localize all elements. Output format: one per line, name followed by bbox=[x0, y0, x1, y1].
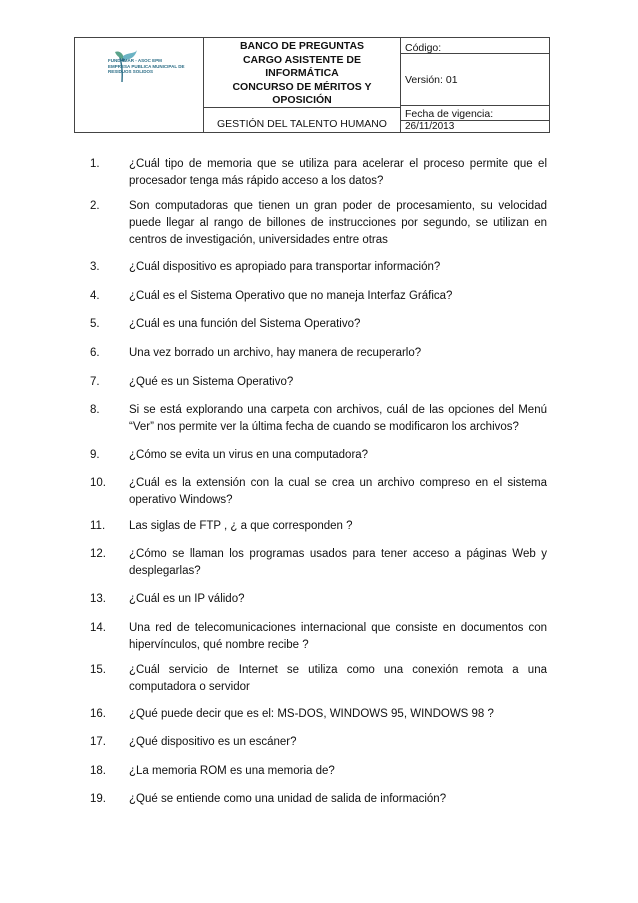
question-text: ¿Cuál es un IP válido? bbox=[129, 593, 245, 605]
question-text: Una vez borrado un archivo, hay manera de recuperarlo? bbox=[129, 347, 422, 359]
question-number: 3. bbox=[90, 261, 100, 273]
question-number: 6. bbox=[90, 347, 100, 359]
question-text: ¿Cuál es el Sistema Operativo que no maneja Interfaz Gráfica? bbox=[129, 290, 453, 302]
fecha-value: 26/11/2013 bbox=[405, 121, 455, 132]
question-text: ¿Qué dispositivo es un escáner? bbox=[129, 736, 297, 748]
question-number: 4. bbox=[90, 290, 100, 302]
question-text: ¿Cuál tipo de memoria que se utiliza para acelerar el proceso permite que el procesador tenga más rápido acceso a los datos? bbox=[129, 158, 547, 187]
title-line-4: CONCURSO DE MÉRITOS Y bbox=[232, 80, 372, 93]
document-title bbox=[204, 40, 400, 108]
question-text: ¿Cuál es una función del Sistema Operativo? bbox=[129, 318, 361, 330]
title-line-1: BANCO DE PREGUNTAS bbox=[239, 40, 365, 52]
question-number: 12. bbox=[90, 548, 106, 560]
title-line-5: OPOSICIÓN bbox=[272, 94, 332, 106]
department-label: GESTIÓN DEL TALENTO HUMANO bbox=[217, 118, 387, 130]
title-line-3: INFORMÁTICA bbox=[265, 67, 339, 79]
question-text: Si se está explorando una carpeta con archivos, cuál de las opciones del Menú “Ver” nos permite ver la última fecha de cuando se modificaron los archivos? bbox=[129, 404, 547, 433]
question-text: ¿Cuál es la extensión con la cual se crea un archivo compreso en el sistema operativo Windows? bbox=[129, 477, 547, 506]
question-text: ¿Cómo se evita un virus en una computadora? bbox=[129, 449, 369, 461]
question-number: 2. bbox=[90, 200, 100, 212]
meta-cell bbox=[401, 38, 549, 132]
question-number: 5. bbox=[90, 318, 100, 330]
title-line-2: CARGO ASISTENTE DE bbox=[242, 53, 362, 66]
question-number: 18. bbox=[90, 765, 106, 777]
question-text: ¿Qué puede decir que es el: MS-DOS, WINDOWS 95, WINDOWS 98 ? bbox=[129, 708, 494, 720]
logo-cell bbox=[75, 38, 204, 132]
question-number: 16. bbox=[90, 708, 106, 720]
question-text: ¿Cómo se llaman los programas usados para tener acceso a páginas Web y desplegarlas? bbox=[129, 548, 547, 577]
logo-line-3: RESIDUOS SOLIDOS bbox=[108, 69, 154, 74]
fecha-label: Fecha de vigencia: bbox=[405, 108, 494, 120]
question-number: 9. bbox=[90, 449, 100, 461]
codigo-label: Código: bbox=[405, 42, 442, 54]
question-text: ¿Cuál dispositivo es apropiado para transportar información? bbox=[129, 261, 441, 273]
question-text: ¿Cuál servicio de Internet se utiliza como una conexión remota a una computadora o servidor bbox=[129, 664, 547, 693]
question-text: Son computadoras que tienen un gran poder de procesamiento, su velocidad puede llegar al rango de billones de instrucciones por segundo, se utilizan en centros de investigación, universidades entre otras bbox=[129, 200, 547, 246]
question-text: Las siglas de FTP , ¿ a que corresponden ? bbox=[129, 520, 353, 532]
question-number: 19. bbox=[90, 793, 106, 805]
question-number: 11. bbox=[90, 520, 106, 532]
question-number: 17. bbox=[90, 736, 106, 748]
question-text: Una red de telecomunicaciones internacional que consiste en documentos con hipervínculos, qué nombre recibe ? bbox=[129, 622, 547, 651]
logo-line-2: EMPRESA PUBLICA MUNICIPAL DE bbox=[108, 63, 185, 69]
question-number: 7. bbox=[90, 376, 100, 388]
divider bbox=[401, 105, 549, 106]
question-number: 1. bbox=[90, 158, 100, 170]
divider bbox=[401, 53, 549, 54]
logo-lettering bbox=[108, 58, 185, 75]
question-number: 13. bbox=[90, 593, 106, 605]
question-number: 10. bbox=[90, 477, 106, 489]
document-header bbox=[74, 37, 550, 133]
question-text: ¿Qué se entiende como una unidad de salida de información? bbox=[129, 793, 447, 805]
question-text: ¿La memoria ROM es una memoria de? bbox=[129, 765, 335, 777]
question-number: 15. bbox=[90, 664, 106, 676]
question-number: 8. bbox=[90, 404, 100, 416]
version-label: Versión: 01 bbox=[405, 74, 458, 86]
question-text: ¿Qué es un Sistema Operativo? bbox=[129, 376, 294, 388]
question-number: 14. bbox=[90, 622, 106, 634]
divider bbox=[204, 107, 400, 108]
logo-line-1: FUNDAMAR - ASOC EPM bbox=[108, 58, 162, 63]
title-cell bbox=[204, 38, 401, 132]
